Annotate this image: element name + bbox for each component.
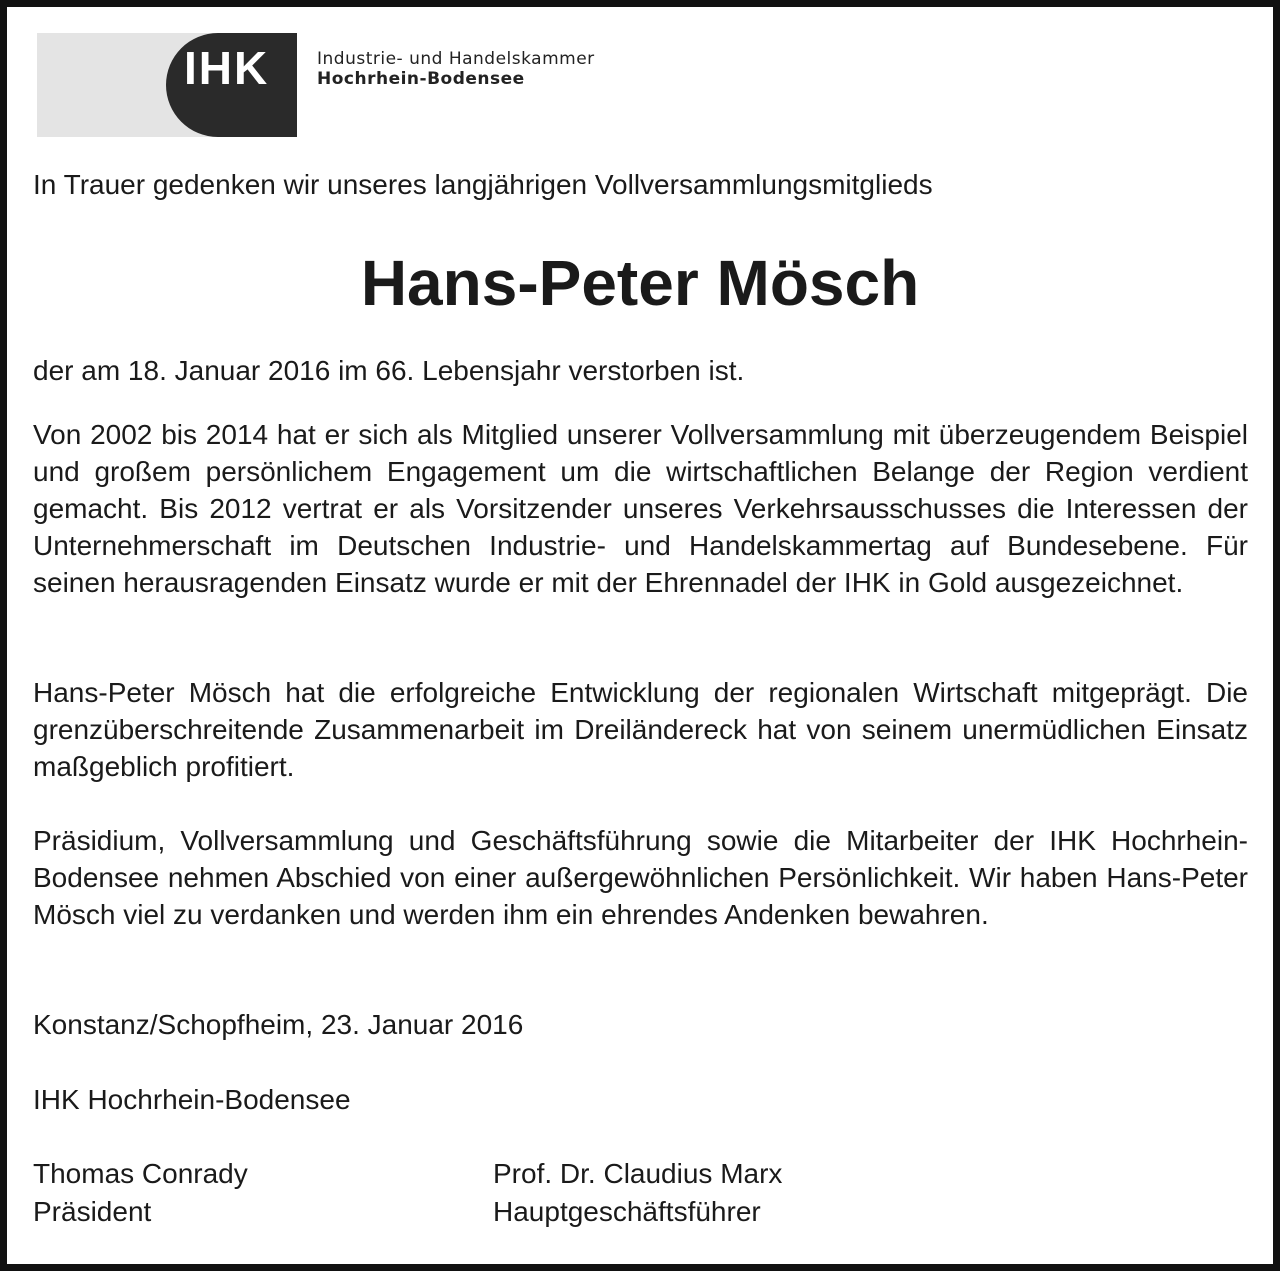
place-date: Konstanz/Schopfheim, 23. Januar 2016 <box>33 1009 524 1040</box>
signatory-title: Präsident <box>33 1196 152 1227</box>
death-date-text: der am 18. Januar 2016 im 66. Lebensjahr verstorben ist. <box>33 355 745 386</box>
signatory-name: Prof. Dr. Claudius Marx <box>493 1158 783 1189</box>
signatory-name: Thomas Conrady <box>33 1158 248 1189</box>
org-name-line2: Hochrhein-Bodensee <box>317 69 525 89</box>
deceased-name: Hans-Peter Mösch <box>360 247 920 319</box>
intro-text: In Trauer gedenken wir unseres langjährigen Vollversammlungsmitglieds <box>33 169 933 200</box>
signatory-left <box>33 1155 248 1231</box>
paragraph-career: Von 2002 bis 2014 hat er sich als Mitglied unserer Vollversammlung mit überzeugendem Beispiel und großem persönlichem Engagement um die wirtschaftlichen Belange der Region verdient gemacht. Bis 2012 vertrat er als Vorsitzender unseres Verkehrsausschusses die Interessen der Unternehmerschaft im Deutschen Industrie- und Handelskammertag auf Bundesebene. Für seinen herausragenden Einsatz wurde er mit der Ehrennadel der IHK in Gold ausgezeichnet. <box>33 419 1248 598</box>
org-name-line1: Industrie- und Handelskammer <box>317 49 595 69</box>
organization-signature: IHK Hochrhein-Bodensee <box>33 1084 351 1115</box>
signatory-title: Hauptgeschäftsführer <box>493 1196 761 1227</box>
ihk-logo-mark: IHK <box>184 42 270 94</box>
paragraph-contribution: Hans-Peter Mösch hat die erfolgreiche Entwicklung der regionalen Wirtschaft mitgeprägt. Die grenzüberschreitende Zusammenarbeit im Dreiländereck hat von seinem unermüdlichen Einsatz maßgeblich profitiert. <box>33 677 1248 782</box>
paragraph-farewell: Präsidium, Vollversammlung und Geschäftsführung sowie die Mitarbeiter der IHK Hochrhein-Bodensee nehmen Abschied von einer außergewöhnlichen Persönlichkeit. Wir haben Hans-Peter Mösch viel zu verdanken und werden ihm ein ehrendes Andenken bewahren. <box>33 825 1248 930</box>
signatory-right <box>493 1155 782 1231</box>
